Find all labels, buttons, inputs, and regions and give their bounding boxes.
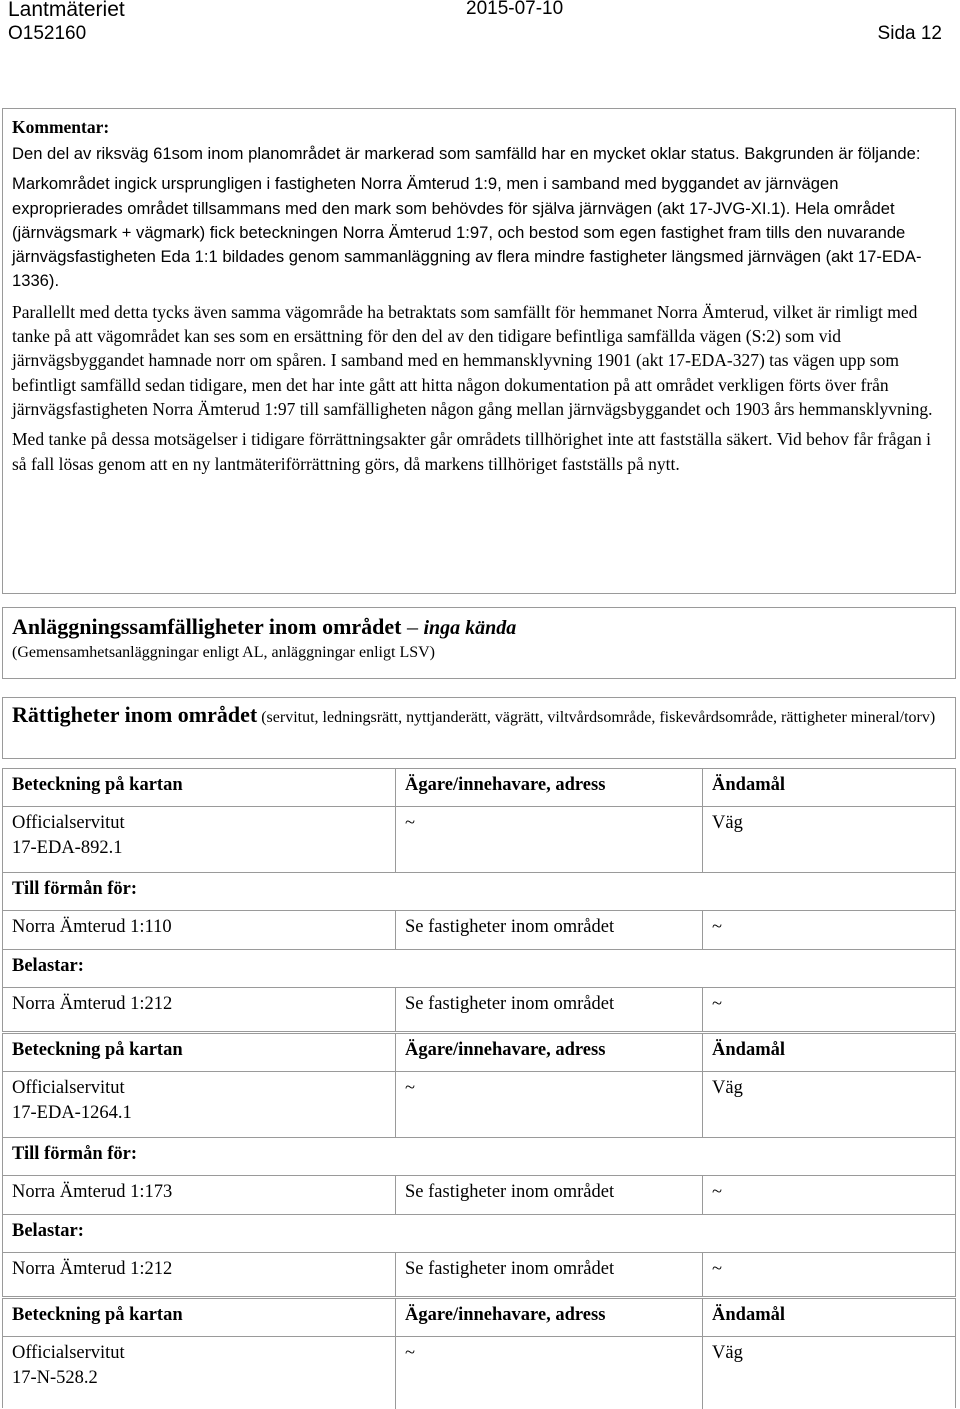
org-name: Lantmäteriet <box>8 0 125 21</box>
benefit-owner: Se fastigheter inom området <box>396 1176 703 1214</box>
table-row <box>3 807 955 873</box>
burden-label: Belastar: <box>12 1221 84 1241</box>
anlaggning-heading: Anläggningssamfälligheter inom området <box>12 614 402 639</box>
table-row <box>3 988 955 1031</box>
right-type: Officialservitut <box>12 1343 125 1363</box>
col-header-purpose: Ändamål <box>712 775 785 795</box>
rights-table-1 <box>2 768 956 1032</box>
burden-property: Norra Ämterud 1:212 <box>3 988 396 1031</box>
comment-paragraph-3: Parallellt med detta tycks även samma vägområde ha betraktats som samfällt för hemmanet Norra Ämterud, vilket är rimligt med tanke på att vägområdet kan ses som en ersättning för den del av den tidigare befintliga samfällda vägen (S:2) som vid järnvägsbyggandet hamnade norr om spåren. I samband med en hemmansklyvning 1901 (akt 17-EDA-327) tas vägen upp som befintligt samfälld sedan tidigare, men det har inte gått att hitta någon dokumentation på att området verkligen förts över från järnvägsfastigheten Norra Ämterud 1:97 till samfälligheten någon gång mellan järnvägsbyggandet och 1903 års hemmansklyvning. <box>12 301 933 419</box>
table-row <box>3 911 955 950</box>
anlaggning-dash: – <box>401 614 424 639</box>
document-id: O152160 <box>8 23 87 44</box>
page-number: Sida 12 <box>877 23 942 44</box>
col-header-owner: Ägare/innehavare, adress <box>396 1299 703 1336</box>
burden-label: Belastar: <box>12 956 84 976</box>
col-header-designation: Beteckning på kartan <box>3 769 396 806</box>
right-purpose: Väg <box>712 1078 743 1098</box>
right-owner: ~ <box>396 1337 703 1409</box>
table-row <box>3 873 955 911</box>
benefit-purpose: ~ <box>712 917 723 937</box>
table-row <box>3 1176 955 1215</box>
comment-paragraph-1: Den del av riksväg 61som inom planområdet är markerad som samfälld har en mycket oklar status. Bakgrunden är följande: <box>12 144 921 163</box>
right-type: Officialservitut <box>12 813 125 833</box>
right-owner: ~ <box>396 1072 703 1137</box>
anlaggning-title <box>12 614 946 640</box>
comment-paragraph-2: Markområdet ingick ursprungligen i fastigheten Norra Ämterud 1:9, men i samband med byggandet av järnvägen exproprierades området tillsammans med den mark som behövdes för själva järnvägen (akt 17-JVG-XI.1). Hela området (järnvägsmark + vägmark) fick beteckningen Norra Ämterud 1:97, och bestod som egen fastighet fram tills den nuvarande järnvägsfastigheten Eda 1:1 bildades genom sammanläggning av flera mindre fastigheter längsmed järnvägen (akt 17-EDA-1336). <box>12 174 922 291</box>
right-id: 17-EDA-1264.1 <box>12 1103 132 1123</box>
table-row <box>3 950 955 988</box>
table-row <box>3 1072 955 1138</box>
rattigheter-section <box>2 697 956 759</box>
anlaggning-section <box>2 607 956 679</box>
rattigheter-description: (servitut, ledningsrätt, nyttjanderätt, vägrätt, viltvårdsområde, fiskevårdsområde, rättigheter mineral/torv) <box>257 709 936 726</box>
benefit-property: Norra Ämterud 1:110 <box>3 911 396 949</box>
rights-table-3 <box>2 1298 956 1408</box>
rights-table-2 <box>2 1033 956 1297</box>
table-header-row <box>3 769 955 807</box>
comment-box <box>2 108 956 594</box>
right-designation <box>3 1072 396 1137</box>
burden-purpose: ~ <box>712 994 723 1014</box>
comment-paragraph-4: Med tanke på dessa motsägelser i tidigare förrättningsakter går områdets tillhörighet inte att fastställa säkert. Vid behov får frågan i så fall lösas genom att en ny lantmäteriförrättning görs, då markens tillhöriget fastställs på nytt. <box>12 429 932 474</box>
col-header-designation: Beteckning på kartan <box>3 1034 396 1071</box>
right-id: 17-N-528.2 <box>12 1368 98 1388</box>
col-header-purpose: Ändamål <box>712 1305 785 1325</box>
table-row <box>3 1253 955 1296</box>
table-header-row <box>3 1299 955 1337</box>
col-header-designation: Beteckning på kartan <box>3 1299 396 1336</box>
table-row <box>3 1337 955 1409</box>
right-purpose: Väg <box>712 813 743 833</box>
burden-property: Norra Ämterud 1:212 <box>3 1253 396 1296</box>
table-header-row <box>3 1034 955 1072</box>
burden-owner: Se fastigheter inom området <box>396 1253 703 1296</box>
benefit-label: Till förmån för: <box>12 1144 138 1164</box>
benefit-owner: Se fastigheter inom området <box>396 911 703 949</box>
comment-label: Kommentar: <box>12 117 110 137</box>
right-designation <box>3 1337 396 1409</box>
right-purpose: Väg <box>712 1343 743 1363</box>
page-header <box>0 0 960 52</box>
table-row <box>3 1138 955 1176</box>
anlaggning-status: inga kända <box>423 617 517 639</box>
rattigheter-title <box>12 704 946 729</box>
burden-purpose: ~ <box>712 1259 723 1279</box>
rattigheter-heading: Rättigheter inom området <box>12 702 258 727</box>
col-header-owner: Ägare/innehavare, adress <box>396 1034 703 1071</box>
table-row <box>3 1215 955 1253</box>
document-date: 2015-07-10 <box>466 0 564 19</box>
right-owner: ~ <box>396 807 703 872</box>
right-id: 17-EDA-892.1 <box>12 838 123 858</box>
right-type: Officialservitut <box>12 1078 125 1098</box>
col-header-purpose: Ändamål <box>712 1040 785 1060</box>
burden-owner: Se fastigheter inom området <box>396 988 703 1031</box>
right-designation <box>3 807 396 872</box>
col-header-owner: Ägare/innehavare, adress <box>396 769 703 806</box>
benefit-property: Norra Ämterud 1:173 <box>3 1176 396 1214</box>
benefit-purpose: ~ <box>712 1182 723 1202</box>
benefit-label: Till förmån för: <box>12 879 138 899</box>
anlaggning-subtitle: (Gemensamhetsanläggningar enligt AL, anläggningar enligt LSV) <box>12 644 435 661</box>
